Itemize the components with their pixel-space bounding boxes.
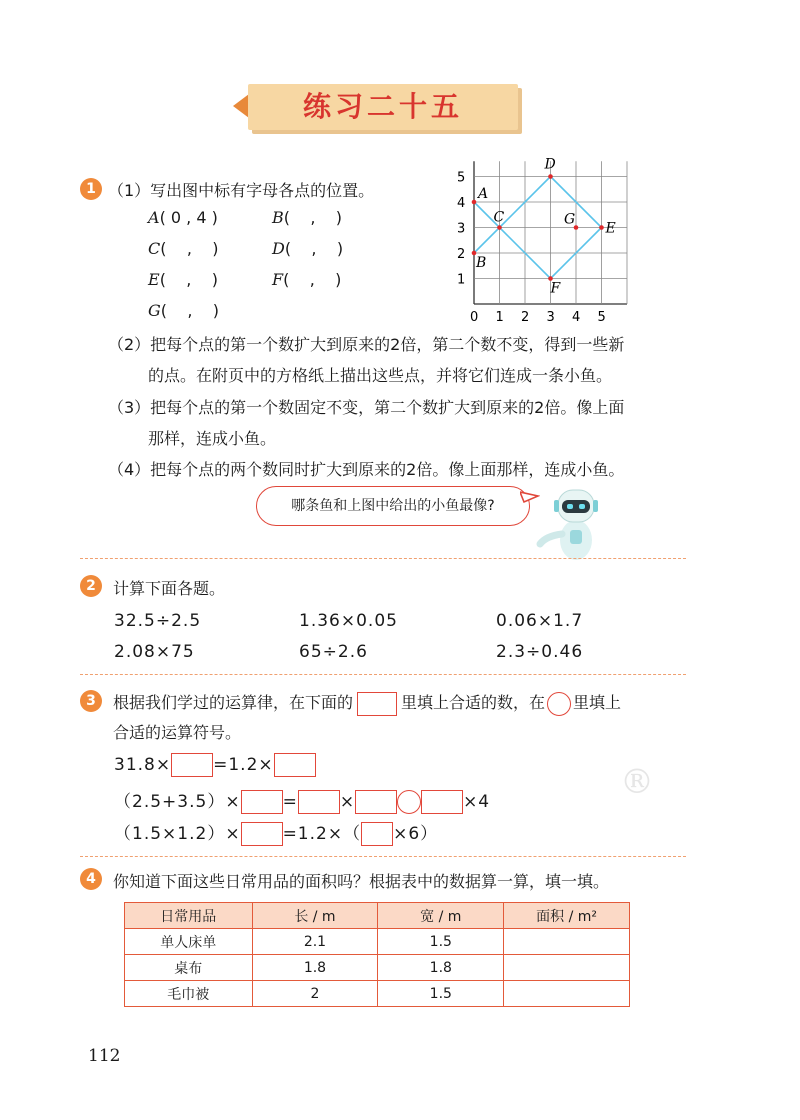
eq2-part: ×4 xyxy=(463,792,491,812)
q2-item: 2.08×75 xyxy=(114,642,195,662)
column-header: 日常用品 xyxy=(125,903,253,929)
answer-box[interactable] xyxy=(171,753,213,777)
table-cell: 1.8 xyxy=(378,955,504,981)
area-table xyxy=(124,902,630,1007)
point-label-c: C xyxy=(493,209,505,226)
area-answer-cell[interactable] xyxy=(504,955,630,981)
table-cell: 单人床单 xyxy=(125,929,253,955)
table-cell: 桌布 xyxy=(125,955,253,981)
coordinate-answer-b[interactable] xyxy=(272,208,342,227)
x-tick-label: 0 xyxy=(470,310,479,324)
column-header: 宽 / m xyxy=(378,903,504,929)
robot-mascot-icon xyxy=(534,482,614,562)
coordinate-answer-e[interactable] xyxy=(148,270,218,289)
answer-box[interactable] xyxy=(241,790,283,814)
point-label: G xyxy=(148,301,161,320)
q2-item: 1.36×0.05 xyxy=(299,611,398,631)
section-divider-1 xyxy=(80,558,686,559)
coordinate-answer-d[interactable] xyxy=(272,239,343,258)
eq3-part: （1.5×1.2）× xyxy=(114,824,241,844)
table-cell: 1.8 xyxy=(252,955,378,981)
area-answer-cell[interactable] xyxy=(504,929,630,955)
eq1-part: =1.2× xyxy=(213,755,274,775)
q4-prompt: 你知道下面这些日常用品的面积吗？根据表中的数据算一算，填一填。 xyxy=(113,872,610,891)
point-label-f: F xyxy=(550,280,561,297)
x-tick-label: 4 xyxy=(572,310,581,324)
coordinate-answer-a[interactable] xyxy=(148,208,218,227)
eq1-part: 31.8× xyxy=(114,755,172,775)
q1-part1-text: （1）写出图中标有字母各点的位置。 xyxy=(108,181,375,200)
table-row xyxy=(125,955,630,981)
q1-part3-line2: 那样，连成小鱼。 xyxy=(148,429,277,448)
coordinate-answer-f[interactable] xyxy=(272,270,341,289)
q3-equation-1 xyxy=(114,753,316,777)
q3-equation-2 xyxy=(114,787,490,814)
fish-outline-segment xyxy=(474,228,500,254)
x-tick-label: 1 xyxy=(495,310,504,324)
point-a xyxy=(472,200,477,205)
question-1-number: 1 xyxy=(80,178,102,200)
point-e xyxy=(599,225,604,230)
title-arrow-decoration xyxy=(233,94,249,118)
q1-part4-text: （4）把每个点的两个数同时扩大到原来的2倍。像上面那样，连成小鱼。 xyxy=(108,460,625,479)
answer-box[interactable] xyxy=(241,822,283,846)
q3-text-c: 里填上 xyxy=(573,693,622,712)
table-header-row xyxy=(125,903,630,929)
q3-text-a: 根据我们学过的运算律，在下面的 xyxy=(113,693,354,712)
point-label-a: A xyxy=(478,186,489,202)
coordinate-grid xyxy=(440,152,630,324)
point-label: A xyxy=(148,208,160,227)
point-label: F xyxy=(272,270,284,289)
q2-item: 65÷2.6 xyxy=(299,642,368,662)
operator-circle[interactable] xyxy=(397,790,421,814)
table-cell: 2 xyxy=(252,981,378,1007)
speech-bubble: 哪条鱼和上图中给出的小鱼最像? xyxy=(256,486,530,526)
operator-circle-legend xyxy=(547,692,571,716)
q1-part2-line1: （2）把每个点的第一个数扩大到原来的2倍，第二个数不变，得到一些新 xyxy=(108,335,625,354)
table-cell: 毛巾被 xyxy=(125,981,253,1007)
eq3-part: =1.2×（ xyxy=(282,824,362,844)
column-header: 面积 / m² xyxy=(504,903,630,929)
q3-instruction-line1 xyxy=(113,690,621,716)
table-cell: 1.5 xyxy=(378,929,504,955)
coordinate-answer-c[interactable] xyxy=(148,239,219,258)
table-cell: 1.5 xyxy=(378,981,504,1007)
y-tick-label: 3 xyxy=(457,221,466,237)
point-label-b: B xyxy=(476,255,487,271)
point-d xyxy=(548,174,553,179)
q2-item: 32.5÷2.5 xyxy=(114,611,202,631)
coordinate-value: ( 0 , 4 ) xyxy=(159,208,218,227)
q3-instruction-line2: 合适的运算符号。 xyxy=(113,723,242,742)
table-row xyxy=(125,929,630,955)
point-label-e: E xyxy=(605,220,616,237)
eq2-part: × xyxy=(339,792,356,812)
y-tick-label: 5 xyxy=(457,170,466,186)
answer-box[interactable] xyxy=(298,790,340,814)
q3-text-b: 里填上合适的数，在 xyxy=(401,693,546,712)
point-label: B xyxy=(272,208,284,227)
q1-part3-line1: （3）把每个点的第一个数固定不变，第二个数扩大到原来的2倍。像上面 xyxy=(108,398,625,417)
page-number: 112 xyxy=(88,1046,121,1066)
point-label-d: D xyxy=(544,156,556,173)
table-row xyxy=(125,981,630,1007)
eq2-part: （2.5+3.5）× xyxy=(114,792,241,812)
coordinate-answer-g[interactable] xyxy=(148,301,219,320)
column-header: 长 / m xyxy=(252,903,378,929)
answer-box-legend xyxy=(357,692,397,716)
coordinate-value: ( , ) xyxy=(160,301,220,320)
x-tick-label: 5 xyxy=(597,310,606,324)
point-label-g: G xyxy=(564,211,576,228)
section-divider-2 xyxy=(80,674,686,675)
q2-item: 2.3÷0.46 xyxy=(496,642,584,662)
q1-part2-line2: 的点。在附页中的方格纸上描出这些点，并将它们连成一条小鱼。 xyxy=(148,366,613,385)
point-c xyxy=(497,225,502,230)
section-divider-3 xyxy=(80,856,686,857)
question-2-number: 2 xyxy=(80,575,102,597)
coordinate-value: ( , ) xyxy=(283,208,343,227)
x-tick-label: 3 xyxy=(546,310,555,324)
q2-prompt: 计算下面各题。 xyxy=(113,579,226,598)
point-label: C xyxy=(148,239,161,258)
point-label: E xyxy=(148,270,160,289)
answer-box[interactable] xyxy=(355,790,397,814)
q2-item: 0.06×1.7 xyxy=(496,611,584,631)
answer-box[interactable] xyxy=(361,822,393,846)
eq3-part: ×6） xyxy=(393,824,439,844)
coordinate-value: ( , ) xyxy=(160,239,219,258)
area-answer-cell[interactable] xyxy=(504,981,630,1007)
eq2-part: = xyxy=(282,792,298,812)
page-title: 练习二十五 xyxy=(302,90,463,123)
y-tick-label: 1 xyxy=(457,272,466,288)
publisher-watermark: ® xyxy=(620,762,654,802)
y-tick-label: 2 xyxy=(457,247,466,262)
answer-box[interactable] xyxy=(274,753,316,777)
coordinate-value: ( , ) xyxy=(283,270,342,289)
coordinate-value: ( , ) xyxy=(284,239,344,258)
answer-box[interactable] xyxy=(421,790,463,814)
x-tick-label: 2 xyxy=(521,310,530,324)
y-tick-label: 4 xyxy=(457,196,466,211)
point-label: D xyxy=(272,239,285,258)
coordinate-value: ( , ) xyxy=(159,270,218,289)
table-cell: 2.1 xyxy=(252,929,378,955)
question-4-number: 4 xyxy=(80,868,102,890)
q3-equation-3 xyxy=(114,819,438,846)
question-3-number: 3 xyxy=(80,690,102,712)
